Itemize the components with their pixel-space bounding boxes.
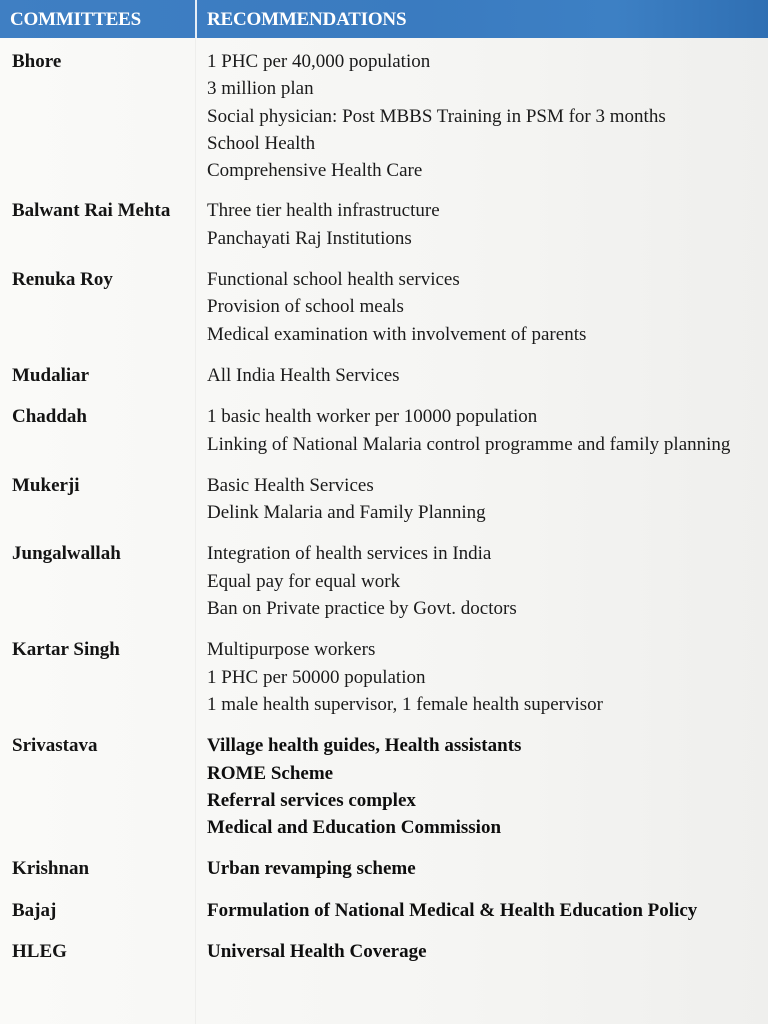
recommendation-item: Multipurpose workers [207, 639, 376, 661]
table-row [0, 732, 768, 841]
recommendation-item: Panchayati Raj Institutions [207, 227, 412, 249]
recommendations-list [207, 403, 768, 458]
table-row [0, 472, 768, 527]
table-row [0, 938, 768, 965]
recommendation-item: Medical and Education Commission [207, 817, 502, 839]
table-row [0, 855, 768, 882]
recommendation-item: 1 PHC per 40,000 population [207, 51, 431, 72]
committee-name: Mukerji [12, 474, 80, 496]
recommendation-item: Ban on Private practice by Govt. doctors [207, 598, 517, 620]
table-row [0, 362, 768, 389]
table-row [0, 403, 768, 458]
recommendations-list [207, 197, 768, 252]
recommendation-item: ROME Scheme [207, 762, 334, 784]
committees-table [0, 48, 768, 965]
recommendation-item: 3 million plan [207, 78, 314, 100]
recommendation-item: Urban revamping scheme [207, 858, 416, 880]
table-row [0, 197, 768, 252]
recommendation-item: 1 basic health worker per 10000 population [207, 406, 538, 428]
committee-name: Bajaj [12, 899, 57, 921]
recommendation-item: Referral services complex [207, 789, 416, 811]
committee-name: Krishnan [12, 858, 90, 880]
committee-name: Chaddah [12, 406, 87, 428]
recommendations-list [207, 636, 768, 718]
recommendation-item: Universal Health Coverage [207, 941, 427, 963]
recommendation-item: Comprehensive Health Care [207, 160, 423, 182]
recommendations-list [207, 897, 768, 924]
recommendation-item: School Health [207, 132, 316, 154]
recommendation-item: Social physician: Post MBBS Training in PSM for 3 months [207, 105, 666, 127]
table-header [0, 0, 768, 38]
committee-name: Mudaliar [12, 364, 90, 386]
recommendation-item: Village health guides, Health assistants [207, 735, 522, 757]
table-row [0, 266, 768, 348]
committee-name: Renuka Roy [12, 269, 113, 291]
recommendation-item: Linking of National Malaria control programme and family planning [207, 433, 731, 455]
recommendations-list [207, 472, 768, 527]
recommendations-list [207, 48, 768, 184]
recommendation-item: Equal pay for equal work [207, 570, 401, 592]
recommendations-list [207, 362, 768, 389]
table-row [0, 540, 768, 622]
recommendation-item: Functional school health services [207, 269, 460, 291]
recommendation-item: Integration of health services in India [207, 543, 492, 565]
recommendation-item: Three tier health infrastructure [207, 200, 440, 222]
committee-name: Jungalwallah [12, 543, 121, 565]
recommendation-item: Provision of school meals [207, 296, 404, 318]
committee-name: Balwant Rai Mehta [12, 200, 171, 222]
committee-name: Srivastava [12, 735, 98, 757]
recommendations-list [207, 855, 768, 882]
recommendation-item: 1 PHC per 50000 population [207, 666, 426, 688]
recommendation-item: 1 male health supervisor, 1 female health supervisor [207, 693, 604, 715]
recommendation-item: Formulation of National Medical & Health Education Policy [207, 899, 698, 921]
recommendation-item: Basic Health Services [207, 474, 374, 496]
table-row [0, 636, 768, 718]
recommendations-list [207, 266, 768, 348]
recommendations-list [207, 540, 768, 622]
recommendation-item: Delink Malaria and Family Planning [207, 502, 486, 524]
committee-name: Bhore [12, 51, 62, 72]
header-divider [195, 0, 197, 38]
committee-name: Kartar Singh [12, 639, 120, 661]
table-row [0, 897, 768, 924]
committees-column-header: COMMITTEES [10, 9, 142, 30]
recommendations-list [207, 938, 768, 965]
recommendations-column-header: RECOMMENDATIONS [207, 9, 407, 30]
recommendation-item: All India Health Services [207, 364, 400, 386]
recommendations-list [207, 732, 768, 841]
committee-name: HLEG [12, 941, 67, 963]
table-row [0, 48, 768, 184]
recommendation-item: Medical examination with involvement of parents [207, 323, 587, 345]
